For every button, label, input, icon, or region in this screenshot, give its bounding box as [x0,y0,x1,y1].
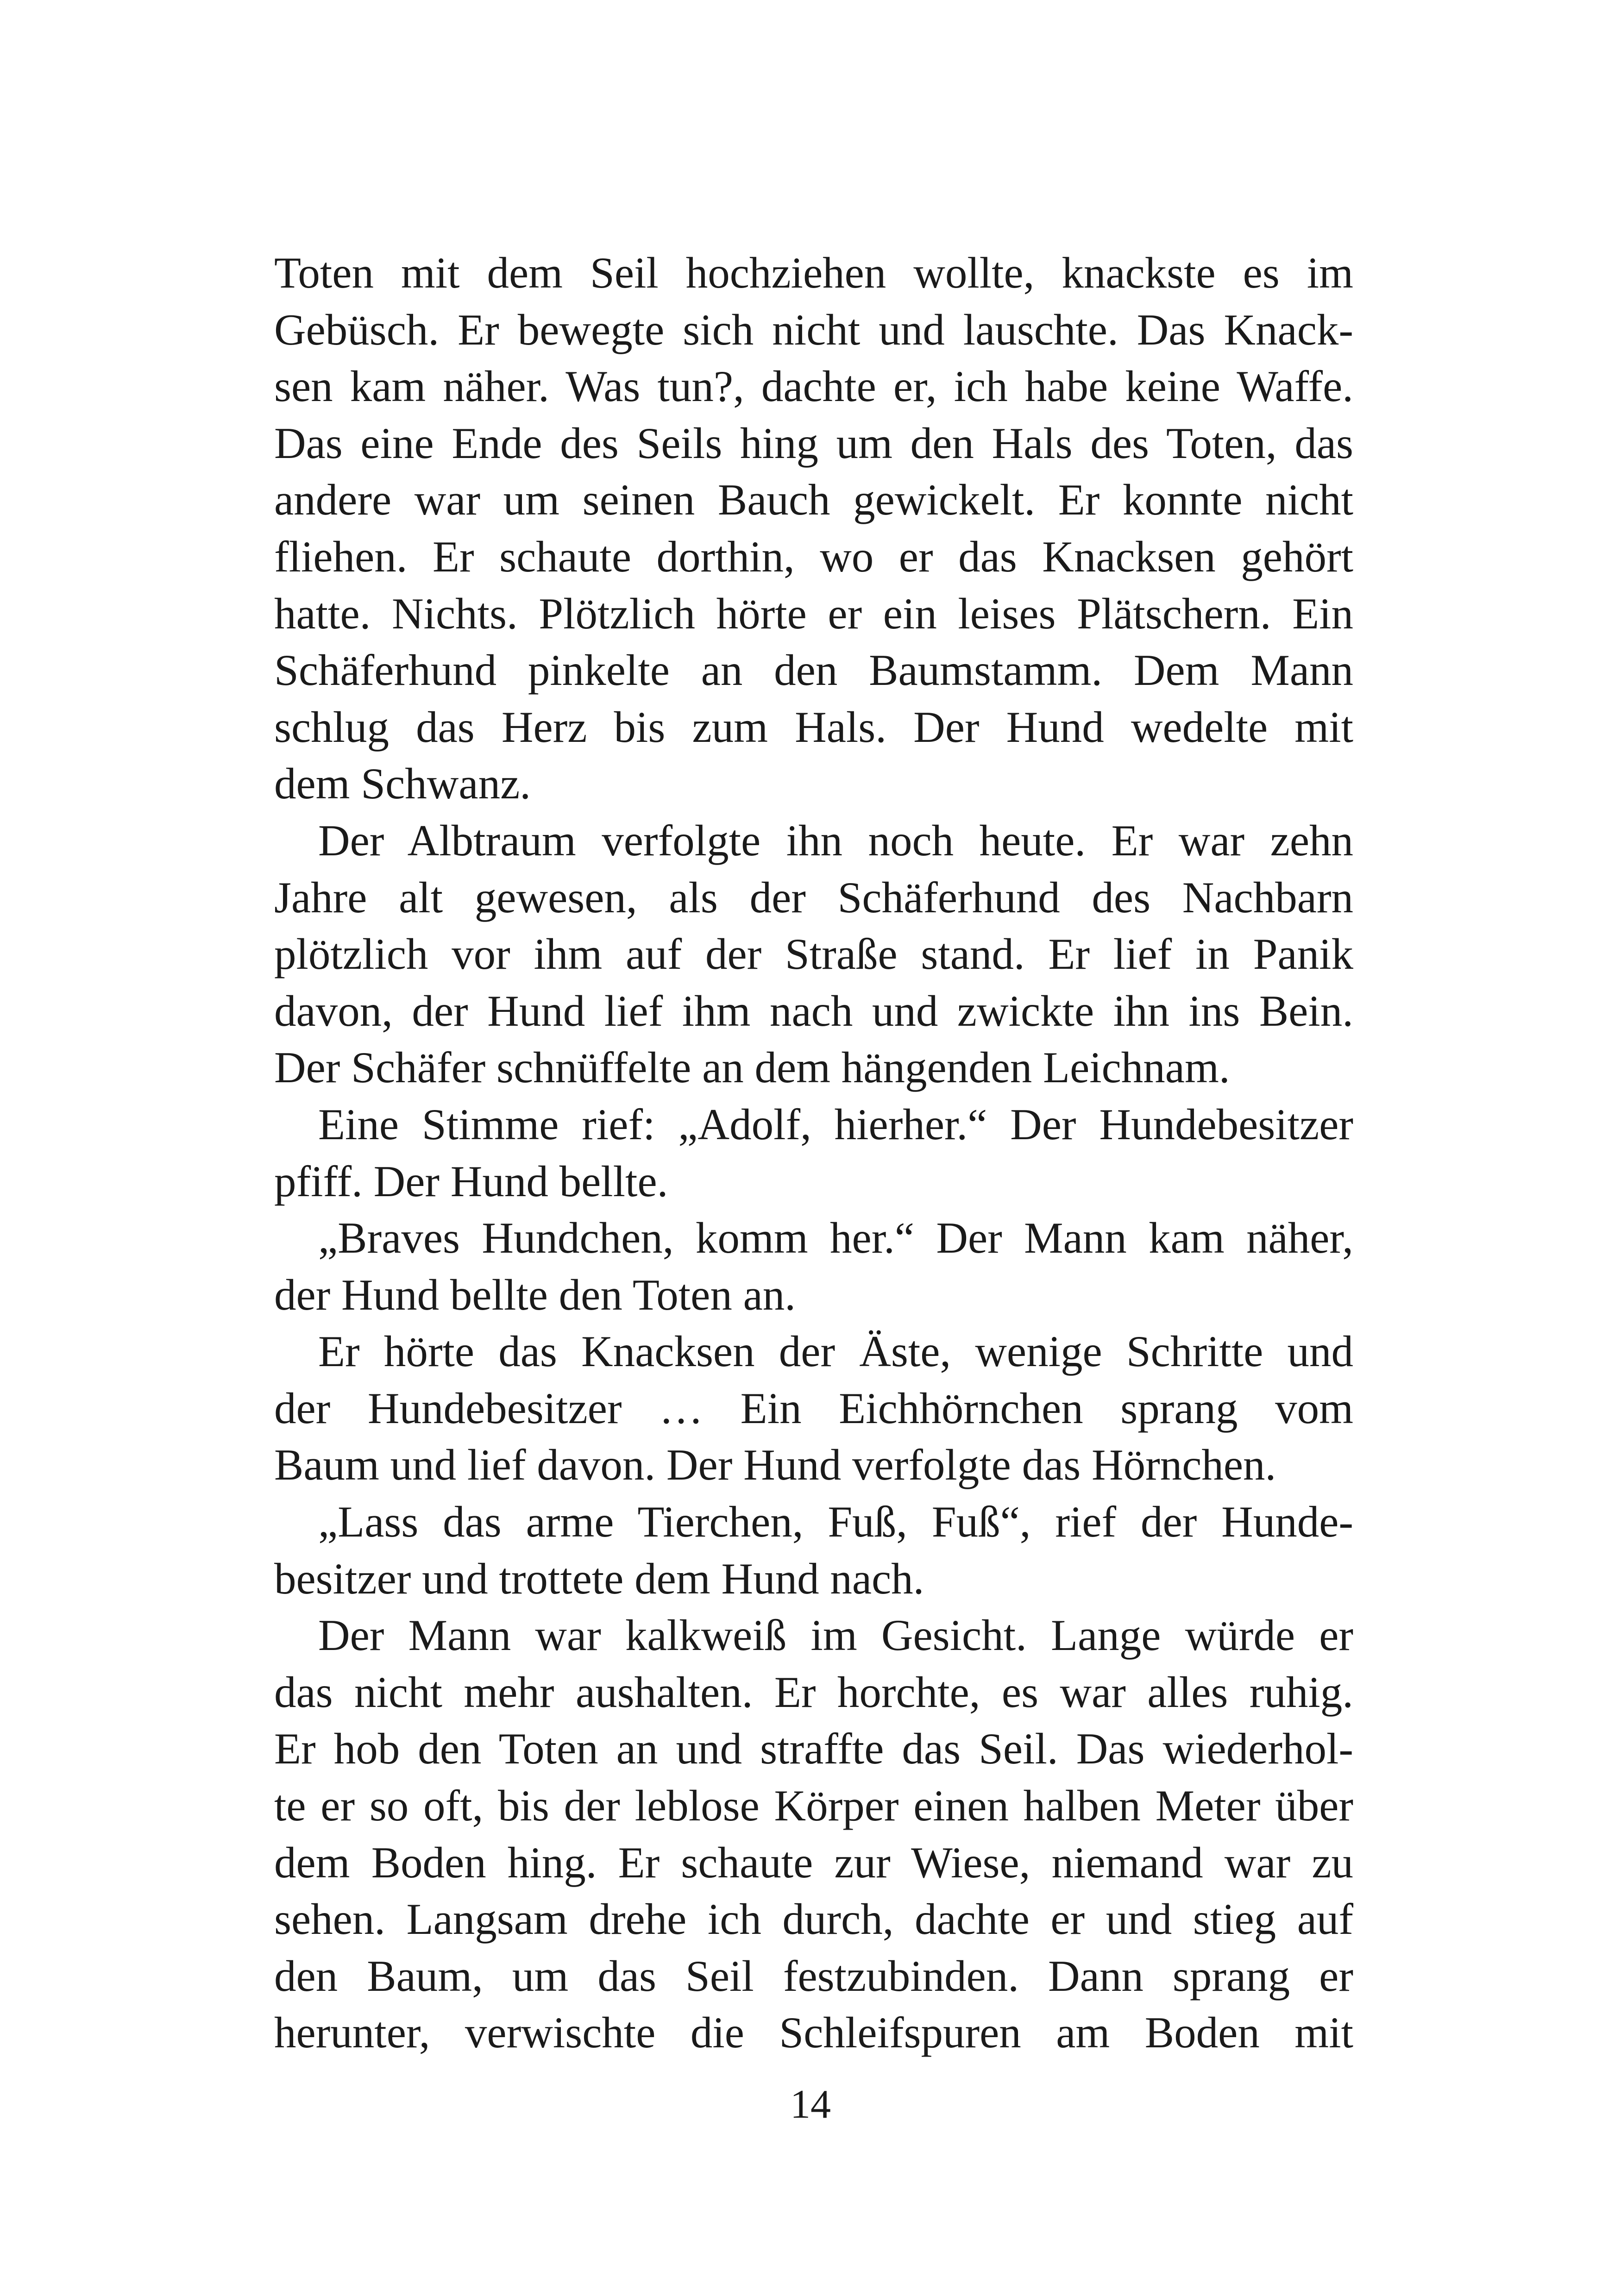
text-line: hatte. Nichts. Plötzlich hörte er ein leises Plätschern. Ein [274,589,1353,638]
text-line: dem Schwanz. [274,759,531,809]
text-line: Jahre alt gewesen, als der Schäferhund des Nachbarn [274,872,1353,922]
text-line: davon, der Hund lief ihm nach und zwickte ihn ins Bein. [274,986,1353,1035]
text-line: andere war um seinen Bauch gewickelt. Er konnte nicht [274,475,1353,525]
text-line: Das eine Ende des Seils hing um den Hals des Toten, das [274,418,1353,468]
text-line: dem Boden hing. Er schaute zur Wiese, niemand war zu [274,1838,1353,1887]
text-line: herunter, verwischte die Schleifspuren am Boden mit [274,2008,1353,2058]
text-line: Er hörte das Knacksen der Äste, wenige Schritte und [318,1327,1353,1376]
text-line: der Hund bellte den Toten an. [274,1270,796,1319]
text-line: pfiff. Der Hund bellte. [274,1156,668,1206]
text-line: te er so oft, bis der leblose Körper einen halben Meter über [274,1781,1353,1831]
text-line: Der Schäfer schnüffelte an dem hängenden Leichnam. [274,1043,1230,1092]
text-line: „Lass das arme Tierchen, Fuß, Fuß“, rief der Hunde- [318,1497,1353,1547]
text-line: der Hundebesitzer … Ein Eichhörnchen sprang vom [274,1383,1353,1433]
text-line: Schäferhund pinkelte an den Baumstamm. Dem Mann [274,646,1353,695]
text-line: Er hob den Toten an und straffte das Seil. Das wiederhol- [274,1724,1353,1774]
text-line: fliehen. Er schaute dorthin, wo er das Knacksen gehört [274,532,1353,581]
text-line: Baum und lief davon. Der Hund verfolgte das Hörnchen. [274,1440,1276,1490]
page-number: 14 [790,2082,831,2127]
text-line: sen kam näher. Was tun?, dachte er, ich habe keine Waffe. [274,362,1353,411]
text-line: Gebüsch. Er bewegte sich nicht und lauschte. Das Knack- [274,305,1353,354]
text-line: sehen. Langsam drehe ich durch, dachte er und stieg auf [274,1895,1353,1944]
text-line: besitzer und trottete dem Hund nach. [274,1554,924,1603]
body-text [274,245,1353,2061]
text-line: Eine Stimme rief: „Adolf, hierher.“ Der Hundebesitzer [318,1099,1353,1149]
text-line: plötzlich vor ihm auf der Straße stand. Er lief in Panik [274,929,1353,979]
text-line: den Baum, um das Seil festzubinden. Dann sprang er [274,1951,1353,2001]
text-line: das nicht mehr aushalten. Er horchte, es war alles ruhig. [274,1667,1353,1717]
text-line: Toten mit dem Seil hochziehen wollte, knackste es im [274,248,1353,297]
text-line: schlug das Herz bis zum Hals. Der Hund wedelte mit [274,702,1353,752]
text-line: Der Mann war kalkweiß im Gesicht. Lange würde er [318,1611,1353,1660]
text-line: „Braves Hundchen, komm her.“ Der Mann kam näher, [318,1213,1353,1263]
text-line: Der Albtraum verfolgte ihn noch heute. Er war zehn [318,816,1353,865]
